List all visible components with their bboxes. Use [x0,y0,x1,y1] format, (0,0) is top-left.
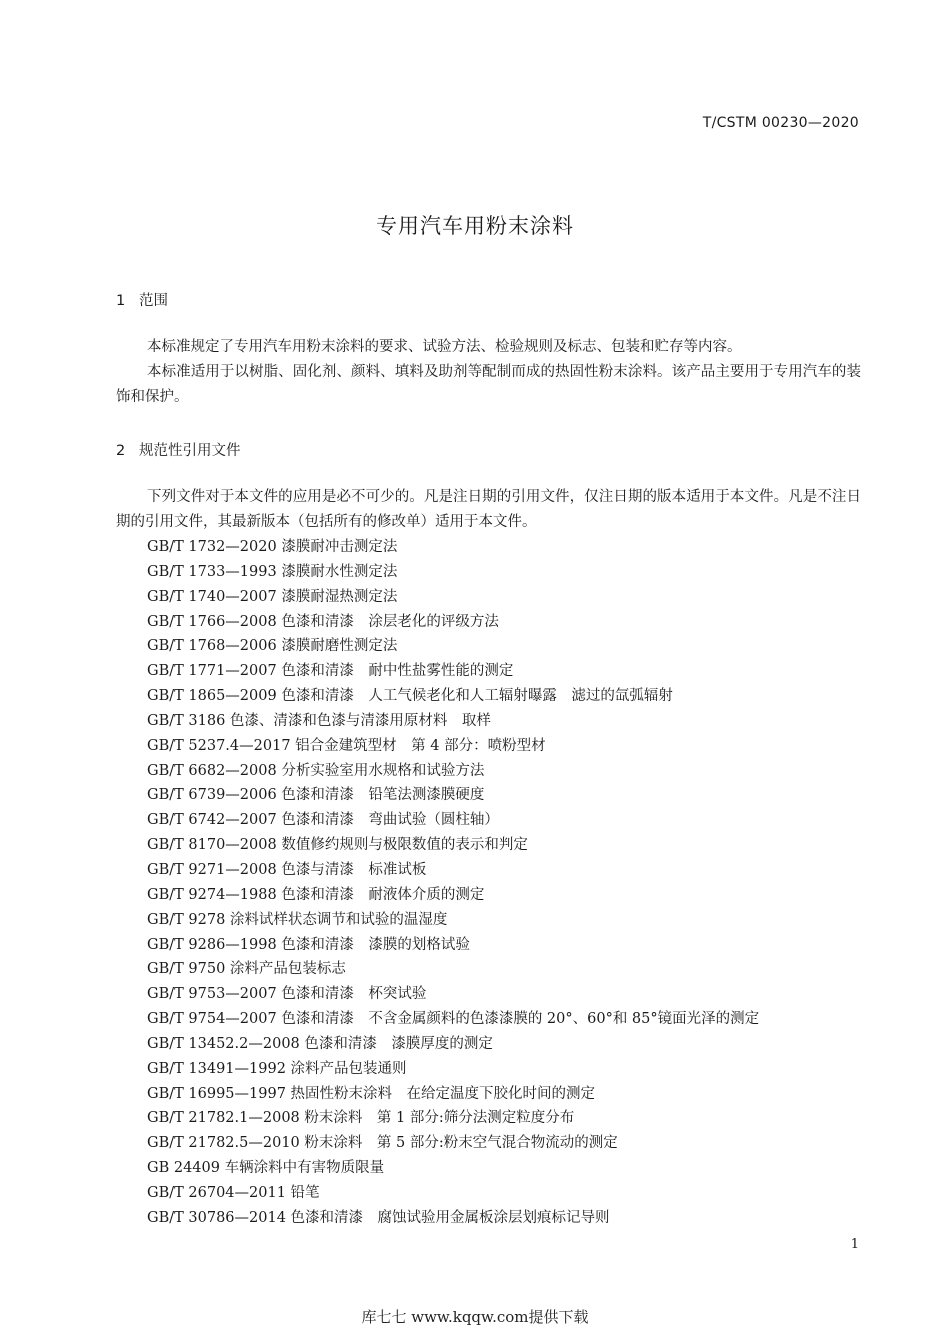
reference-item: GB/T 6742—2007 色漆和清漆 弯曲试验（圆柱轴） [147,812,499,829]
scope-paragraph-2: 本标准适用于以树脂、固化剂、颜料、填料及助剂等配制而成的热固性粉末涂料。该产品主要用于专用汽车的装饰和保护。 [116,364,861,405]
reference-item: GB/T 3186 色漆、清漆和色漆与清漆用原材料 取样 [147,712,491,729]
reference-item: GB/T 1733—1993 漆膜耐水性测定法 [147,563,398,580]
reference-item: GB/T 1732—2020 漆膜耐冲击测定法 [147,539,398,555]
reference-item: GB/T 6739—2006 色漆和清漆 铅笔法测漆膜硬度 [147,787,485,804]
reference-item: GB/T 26704—2011 铅笔 [147,1184,320,1201]
reference-item: GB/T 13452.2—2008 色漆和清漆 漆膜厚度的测定 [147,1035,493,1052]
reference-list [147,535,759,1231]
reference-item: GB/T 9286—1998 色漆和清漆 漆膜的划格试验 [147,936,470,953]
reference-item: GB/T 9278 涂料试样状态调节和试验的温湿度 [147,911,448,928]
reference-item: GB/T 21782.5—2010 粉末涂料 第 5 部分:粉末空气混合物流动的测定 [147,1135,618,1152]
section-number: 1 [116,293,126,309]
page-number: 1 [850,1237,859,1252]
reference-item: GB/T 9750 涂料产品包装标志 [147,961,346,978]
reference-item: GB/T 1766—2008 色漆和清漆 涂层老化的评级方法 [147,613,499,630]
reference-item: GB/T 1740—2007 漆膜耐湿热测定法 [147,588,398,605]
reference-item: GB/T 21782.1—2008 粉末涂料 第 1 部分:筛分法测定粒度分布 [147,1110,575,1127]
reference-item: GB/T 1768—2006 漆膜耐磨性测定法 [147,638,398,655]
reference-item: GB/T 9754—2007 色漆和清漆 不含金属颜料的色漆漆膜的 20°、60°和 85°镜面光泽的测定 [147,1011,760,1028]
reference-item: GB/T 1771—2007 色漆和清漆 耐中性盐雾性能的测定 [147,663,514,680]
reference-item: GB/T 16995—1997 热固性粉末涂料 在给定温度下胶化时间的测定 [147,1085,596,1102]
section-2-heading [116,439,241,460]
reference-item: GB/T 8170—2008 数值修约规则与极限数值的表示和判定 [147,837,528,854]
references-intro: 下列文件对于本文件的应用是必不可少的。凡是注日期的引用文件，仅注日期的版本适用于本文件。凡是不注日期的引用文件，其最新版本（包括所有的修改单）适用于本文件。 [116,489,861,530]
reference-item: GB/T 9274—1988 色漆和清漆 耐液体介质的测定 [147,886,485,903]
reference-item: GB/T 9271—2008 色漆与清漆 标准试板 [147,861,427,878]
section-number: 2 [116,443,126,459]
document-title: 专用汽车用粉末涂料 [376,214,574,238]
standard-code: T/CSTM 00230—2020 [702,115,859,131]
scope-paragraph-1: 本标准规定了专用汽车用粉末涂料的要求、试验方法、检验规则及标志、包装和贮存等内容。 [147,339,742,355]
section-1-heading [116,289,168,310]
reference-item: GB/T 1865—2009 色漆和清漆 人工气候老化和人工辐射曝露 滤过的氙弧辐射 [147,688,673,705]
reference-item: GB/T 30786—2014 色漆和清漆 腐蚀试验用金属板涂层划痕标记导则 [147,1209,610,1226]
section-title: 范围 [139,293,168,309]
footer-watermark[interactable]: 库七七 www.kqqw.com提供下载 [361,1308,589,1326]
reference-item: GB 24409 车辆涂料中有害物质限量 [147,1160,385,1177]
reference-item: GB/T 5237.4—2017 铝合金建筑型材 第 4 部分：喷粉型材 [147,737,546,754]
reference-item: GB/T 13491—1992 涂料产品包装通则 [147,1060,407,1077]
section-title: 规范性引用文件 [139,443,241,459]
reference-item: GB/T 6682—2008 分析实验室用水规格和试验方法 [147,762,485,779]
reference-item: GB/T 9753—2007 色漆和清漆 杯突试验 [147,986,427,1003]
